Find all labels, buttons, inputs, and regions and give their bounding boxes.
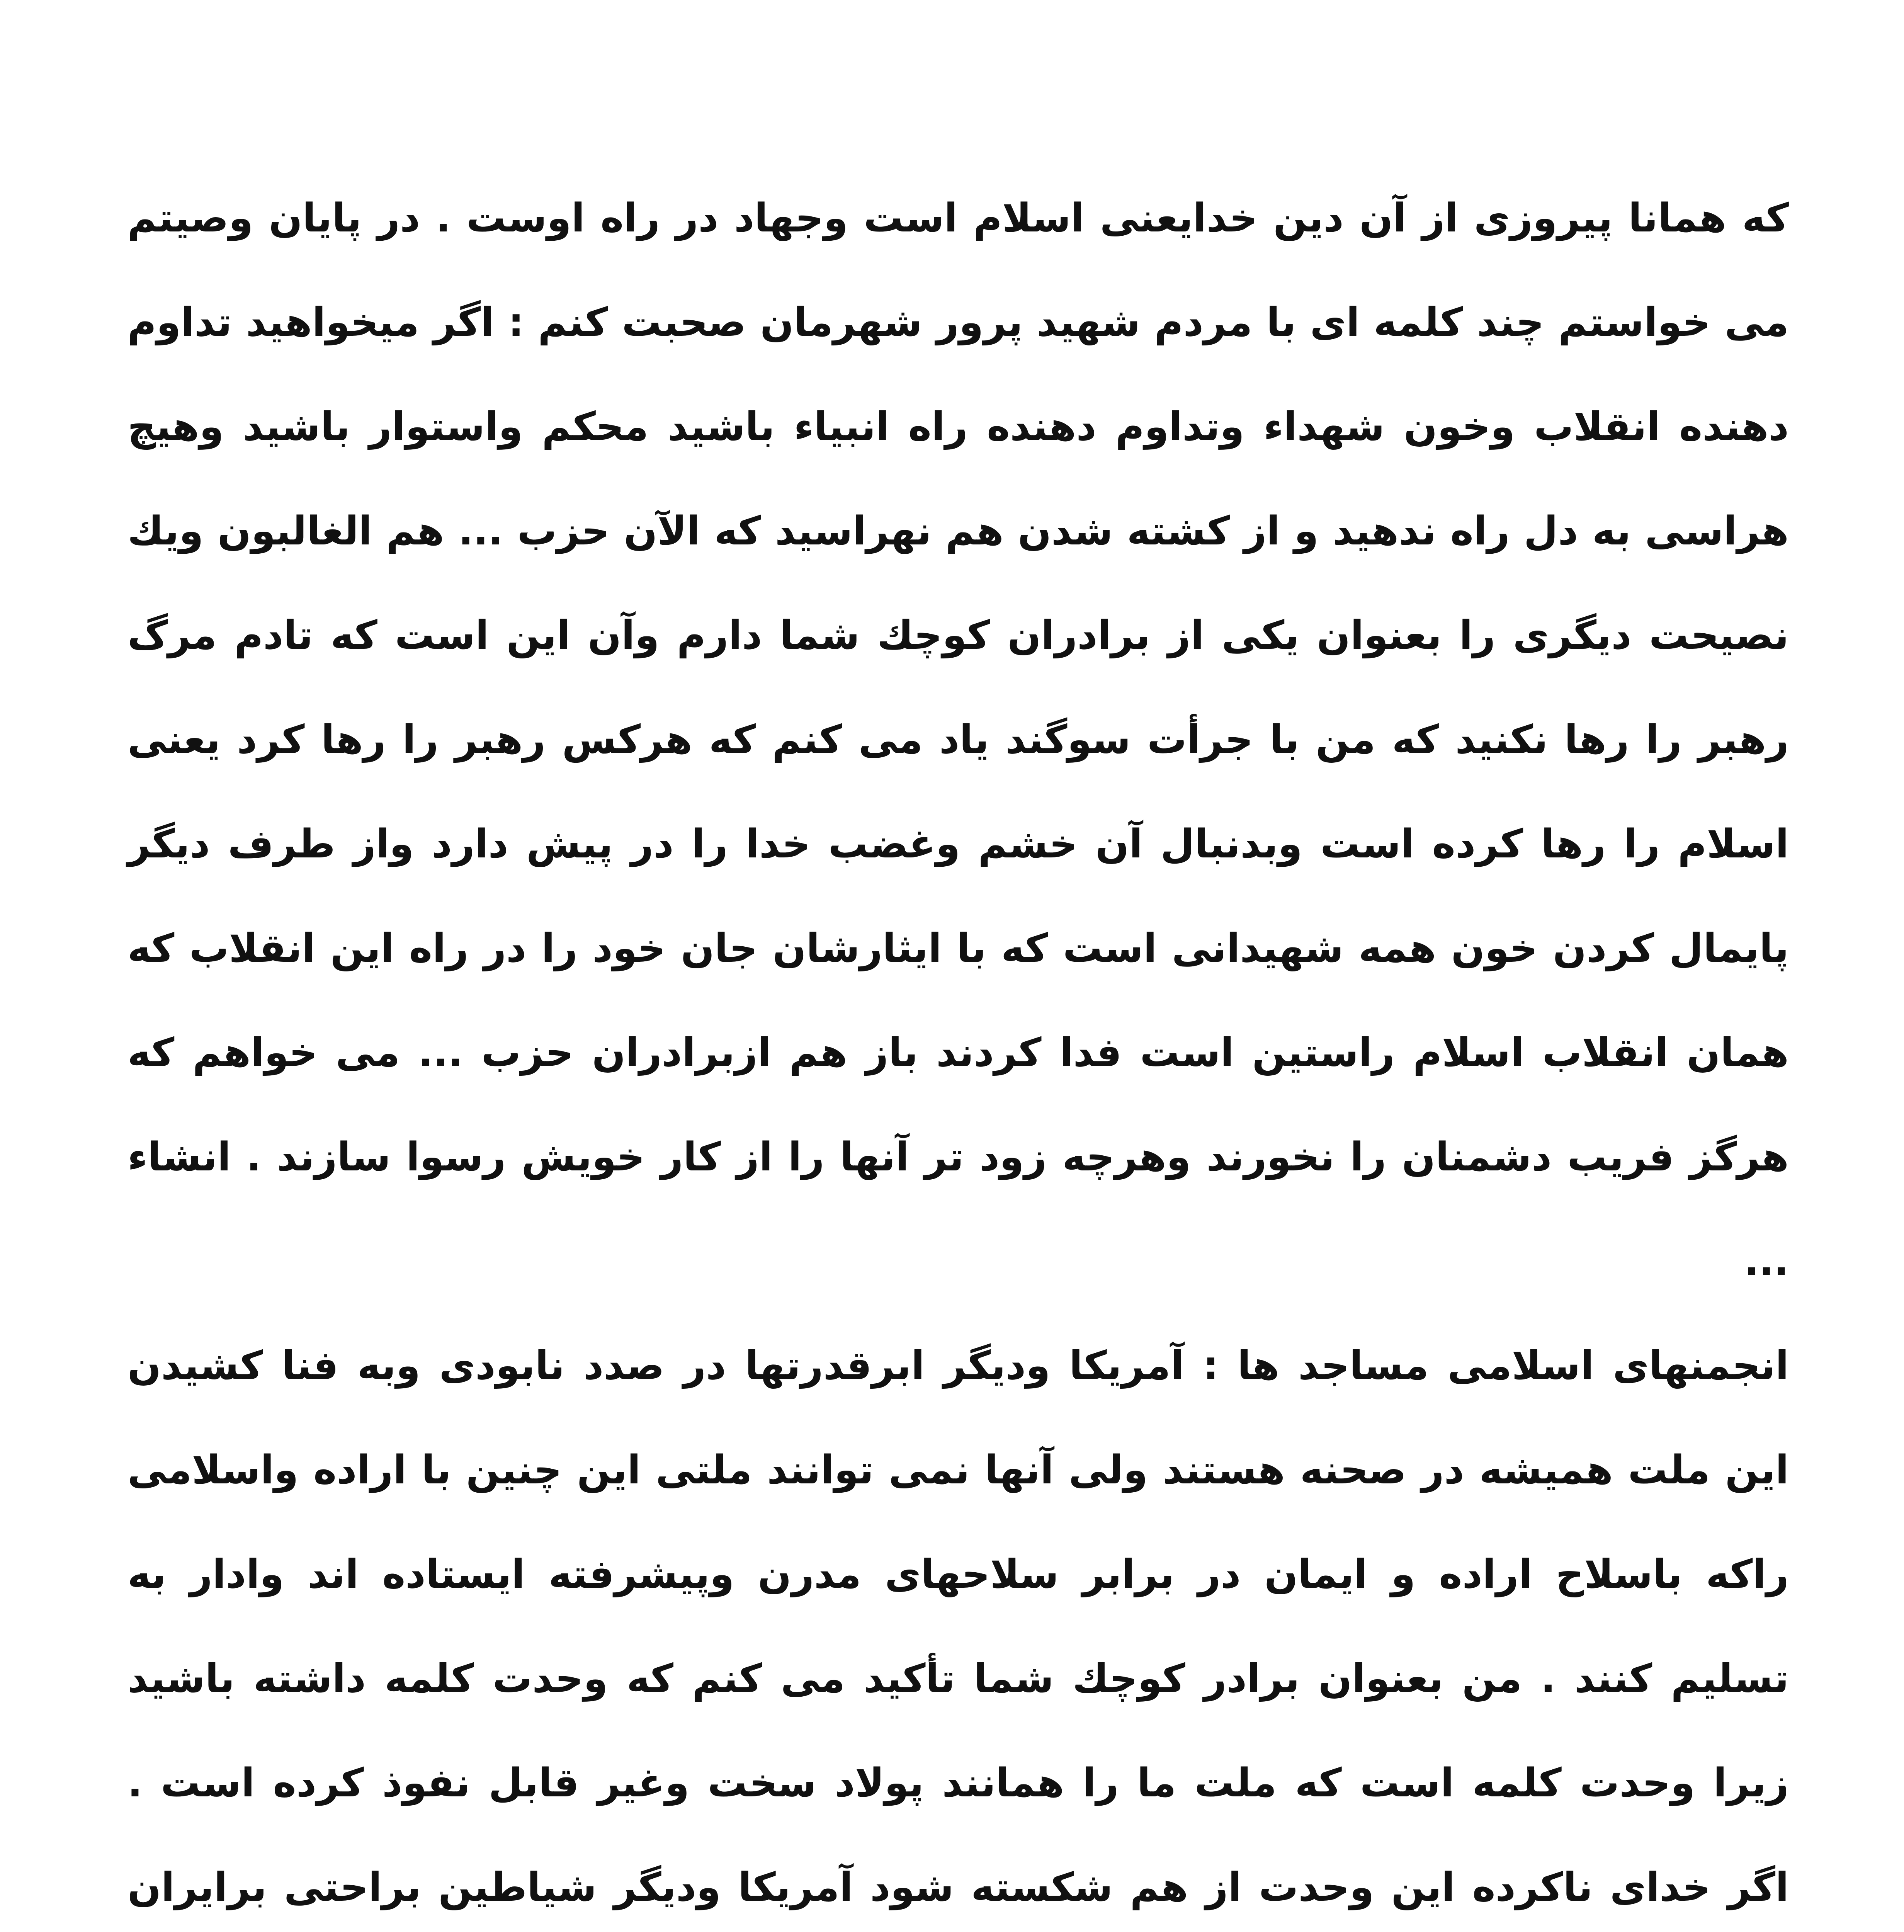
paragraph-islamic-associations: انجمنهای اسلامی مساجد ها : آمریکا ودیگر ابرقدرتها در صدد نابودی وبه فنا کشیدن این ملت همیشه در صحنه هستند ولی آنها نمی توانند ملتی این چنین با اراده واسلامی راکه باسلاح اراده و ایمان در برابر سلاحهای مدرن وپیشرفته ایستاده اند وادار به تسلیم کنند . من بعنوان برادر کوچك شما تأکید می کنم که وحدت کلمه داشته باشید زیرا وحدت کلمه است که ملت ما را همانند پولاد سخت وغیر قابل نفوذ کرده است . اگر خدای ناکرده این وحدت از هم شکسته شود آمریکا ودیگر شیاطین براحتی برایران [128, 1343, 1789, 1910]
paragraph-will-intro: که همانا پیروزی از آن دین خدایعنی اسلام است وجهاد در راه اوست . در پایان وصیتم می خواستم چند کلمه ای با مردم شهید پرور شهرمان صحبت کنم : اگر میخواهید تداوم دهنده انقلاب وخون شهداء وتداوم دهنده راه انبیاء باشید محکم واستوار باشید وهیچ هراسی به دل راه ندهید و از کشته شدن هم نهراسید که الآن حزب ... هم الغالبون ویك نصیحت دیگری را بعنوان یکی از برادران کوچك شما دارم وآن این است که تادم مرگ رهبر را رها نکنید که من با جرأت سوگند یاد می کنم که هرکس رهبر را رها کرد یعنی اسلام را رها کرده است وبدنبال آن خشم وغضب خدا را در پیش دارد واز طرف دیگر پایمال کردن خون همه شهیدانی است که با ایثارشان جان خود را در راه این انقلاب که همان انقلاب اسلام راستین است فدا کردند باز هم ازبرادران حزب ... می خواهم که هرگز فریب دشمنان را نخورند وهرچه زود تر آنها را از کار خویش رسوا سازند . انشاء ... [128, 195, 1789, 1284]
will-body [128, 166, 1789, 1932]
